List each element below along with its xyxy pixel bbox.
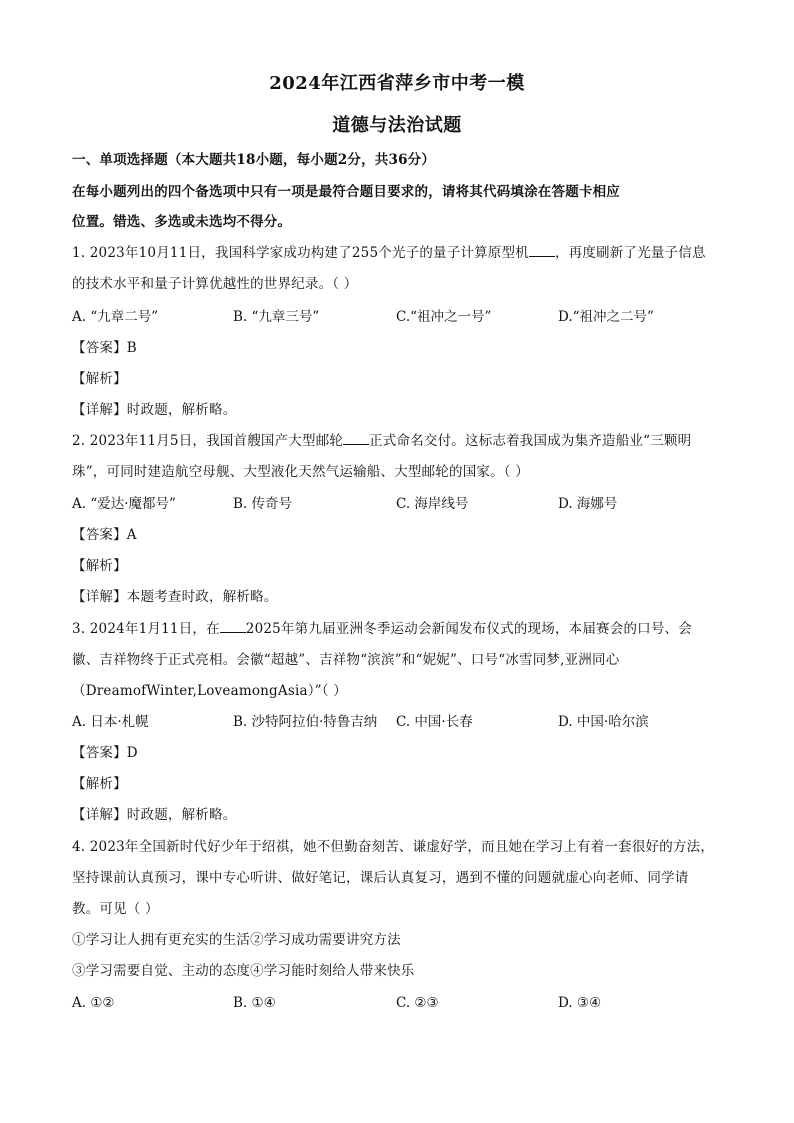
question-4-option-c: C. ②③ (396, 995, 439, 1011)
answer-blank (343, 432, 369, 445)
question-2-option-c: C. 海岸线号 (396, 496, 469, 512)
question-1-detail: 【详解】时政题，解析略。 (72, 402, 237, 418)
question-3-option-b: B. 沙特阿拉伯·特鲁吉纳 (233, 714, 378, 730)
question-2-text-b: 正式命名交付。这标志着我国成为集齐造船业“三颗明 (369, 433, 692, 449)
question-1-analysis: 【解析】 (72, 371, 127, 387)
answer-blank (529, 244, 555, 257)
question-1-option-d: D.“祖冲之二号” (558, 309, 654, 325)
exam-title: 2024年江西省萍乡市中考一模 (269, 73, 525, 94)
question-4-statement-2: ③学习需要自觉、主动的态度④学习能时刻给人带来快乐 (72, 963, 415, 979)
question-4-option-a: A. ①② (72, 995, 115, 1011)
question-4-option-b: B. ①④ (233, 995, 276, 1011)
question-1-answer: 【答案】B (72, 340, 137, 356)
question-2-answer: 【答案】A (72, 527, 137, 543)
question-3-line-2: 徽、吉祥物终于正式亮相。会徽“超越”、吉祥物“滨滨”和“妮妮”、口号“冰雪同梦,亚洲同心 (72, 652, 620, 668)
question-1-line-2: 的技术水平和量子计算优越性的世界纪录。（ ） (72, 276, 358, 292)
question-2-option-a: A. “爱达·魔都号” (72, 496, 176, 512)
question-1-text-b: ，再度刷新了光量子信息 (554, 245, 706, 261)
question-3-answer: 【答案】D (72, 745, 138, 761)
question-2-analysis: 【解析】 (72, 558, 127, 574)
section-instruction-1: 在每小题列出的四个备选项中只有一项是最符合题目要求的，请将其代码填涂在答题卡相应 (72, 184, 620, 200)
section-instruction-2: 位置。错选、多选或未选均不得分。 (72, 214, 292, 230)
question-3-line-3: （DreamofWinter,LoveamongAsia）”（ ） (72, 683, 347, 699)
question-3-text-b: 2025年第九届亚洲冬季运动会新闻发布仪式的现场，本届赛会的口号、会 (245, 621, 692, 637)
question-4-line-2: 坚持课前认真预习，课中专心听讲、做好笔记，课后认真复习，遇到不懂的问题就虚心向老师、同学请 (72, 870, 689, 886)
question-3-line-1 (72, 619, 724, 639)
question-3-option-d: D. 中国·哈尔滨 (558, 714, 649, 730)
question-2-detail: 【详解】本题考查时政，解析略。 (72, 589, 278, 605)
question-1-text-a: 1. 2023年10月11日，我国科学家成功构建了255个光子的量子计算原型机 (72, 245, 529, 261)
question-3-option-a: A. 日本·札幌 (72, 714, 149, 730)
question-3-detail: 【详解】时政题，解析略。 (72, 807, 237, 823)
question-2-text-a: 2. 2023年11月5日，我国首艘国产大型邮轮 (72, 433, 344, 449)
question-2-option-d: D. 海娜号 (558, 496, 618, 512)
question-2-line-1 (72, 431, 724, 451)
section-heading: 一、单项选择题（本大题共18小题，每小题2分，共36分） (72, 152, 436, 168)
question-4-option-d: D. ③④ (558, 995, 602, 1011)
question-2-line-2: 珠”，可同时建造航空母舰、大型液化天然气运输船、大型邮轮的国家。（ ） (72, 464, 529, 480)
question-4-line-3: 教。可见（ ） (72, 901, 159, 917)
question-4-statement-1: ①学习让人拥有更充实的生活②学习成功需要讲究方法 (72, 932, 401, 948)
answer-blank (220, 620, 246, 633)
exam-subtitle: 道德与法治试题 (332, 115, 462, 136)
question-1-option-a: A. “九章二号” (72, 309, 159, 325)
question-1-line-1 (72, 243, 724, 263)
question-1-option-b: B. “九章三号” (233, 309, 320, 325)
question-3-analysis: 【解析】 (72, 776, 127, 792)
question-2-option-b: B. 传奇号 (233, 496, 293, 512)
question-1-option-c: C.“祖冲之一号” (396, 309, 492, 325)
question-4-line-1: 4. 2023年全国新时代好少年于绍祺，她不但勤奋刻苦、谦虚好学，而且她在学习上有着一套很好的方法， (72, 839, 715, 855)
question-3-text-a: 3. 2024年1月11日，在 (72, 621, 220, 637)
question-3-option-c: C. 中国·长春 (396, 714, 473, 730)
